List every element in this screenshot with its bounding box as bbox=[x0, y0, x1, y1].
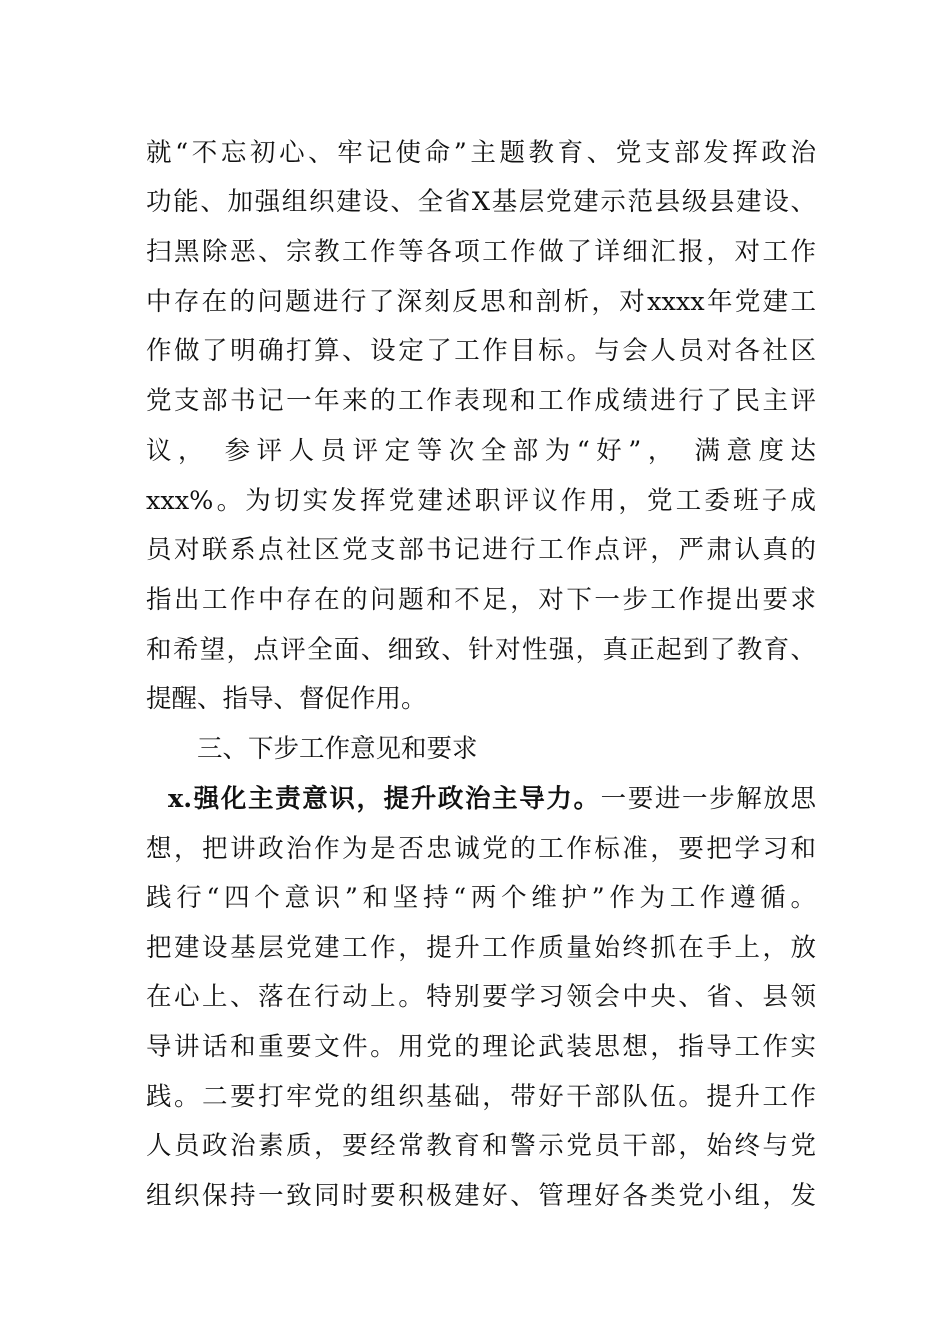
paragraph-line: 员对联系点社区党支部书记进行工作点评，严肃认真的 bbox=[146, 535, 816, 565]
item-first-line bbox=[168, 779, 816, 819]
paragraph-line: 和希望，点评全面、细致、针对性强，真正起到了教育、 bbox=[146, 635, 816, 665]
paragraph-line: 就“不忘初心、牢记使命”主题教育、党支部发挥政治 bbox=[146, 138, 816, 168]
item-line: 人员政治素质，要经常教育和警示党员干部，始终与党 bbox=[146, 1131, 816, 1161]
paragraph-line: 提醒、指导、督促作用。 bbox=[146, 684, 427, 714]
item-line: 在心上、落在行动上。特别要学习领会中央、省、县领 bbox=[146, 982, 816, 1012]
paragraph-line: 指出工作中存在的问题和不足，对下一步工作提出要求 bbox=[146, 585, 816, 615]
item-line: 践行“四个意识”和坚持“两个维护”作为工作遵循。 bbox=[146, 883, 816, 913]
item-title: x.强化主责意识，提升政治主导力。 bbox=[168, 784, 601, 814]
paragraph-line: 党支部书记一年来的工作表现和工作成绩进行了民主评 bbox=[146, 386, 816, 416]
item-line: 导讲话和重要文件。用党的理论武装思想，指导工作实 bbox=[146, 1032, 816, 1062]
item-first-line-rest: 一要进一步解放思 bbox=[600, 784, 816, 814]
item-line: 把建设基层党建工作，提升工作质量始终抓在手上，放 bbox=[146, 933, 816, 963]
paragraph-line: 中存在的问题进行了深刻反思和剖析，对xxxx年党建工 bbox=[146, 287, 816, 317]
item-line: 组织保持一致同时要积极建好、管理好各类党小组，发 bbox=[146, 1181, 816, 1211]
section-heading: 三、下步工作意见和要求 bbox=[197, 734, 478, 764]
item-line: 想，把讲政治作为是否忠诚党的工作标准，要把学习和 bbox=[146, 834, 816, 864]
item-line: 践。二要打牢党的组织基础，带好干部队伍。提升工作 bbox=[146, 1082, 816, 1112]
paragraph-line: xxx%。为切实发挥党建述职评议作用，党工委班子成 bbox=[146, 486, 816, 516]
paragraph-line: 功能、加强组织建设、全省X基层党建示范县级县建设、 bbox=[146, 187, 816, 217]
paragraph-line: 扫黑除恶、宗教工作等各项工作做了详细汇报，对工作 bbox=[146, 237, 816, 267]
paragraph-line: 议， 参评人员评定等次全部为“好”， 满意度达 bbox=[146, 436, 816, 466]
paragraph-line: 作做了明确打算、设定了工作目标。与会人员对各社区 bbox=[146, 336, 816, 366]
